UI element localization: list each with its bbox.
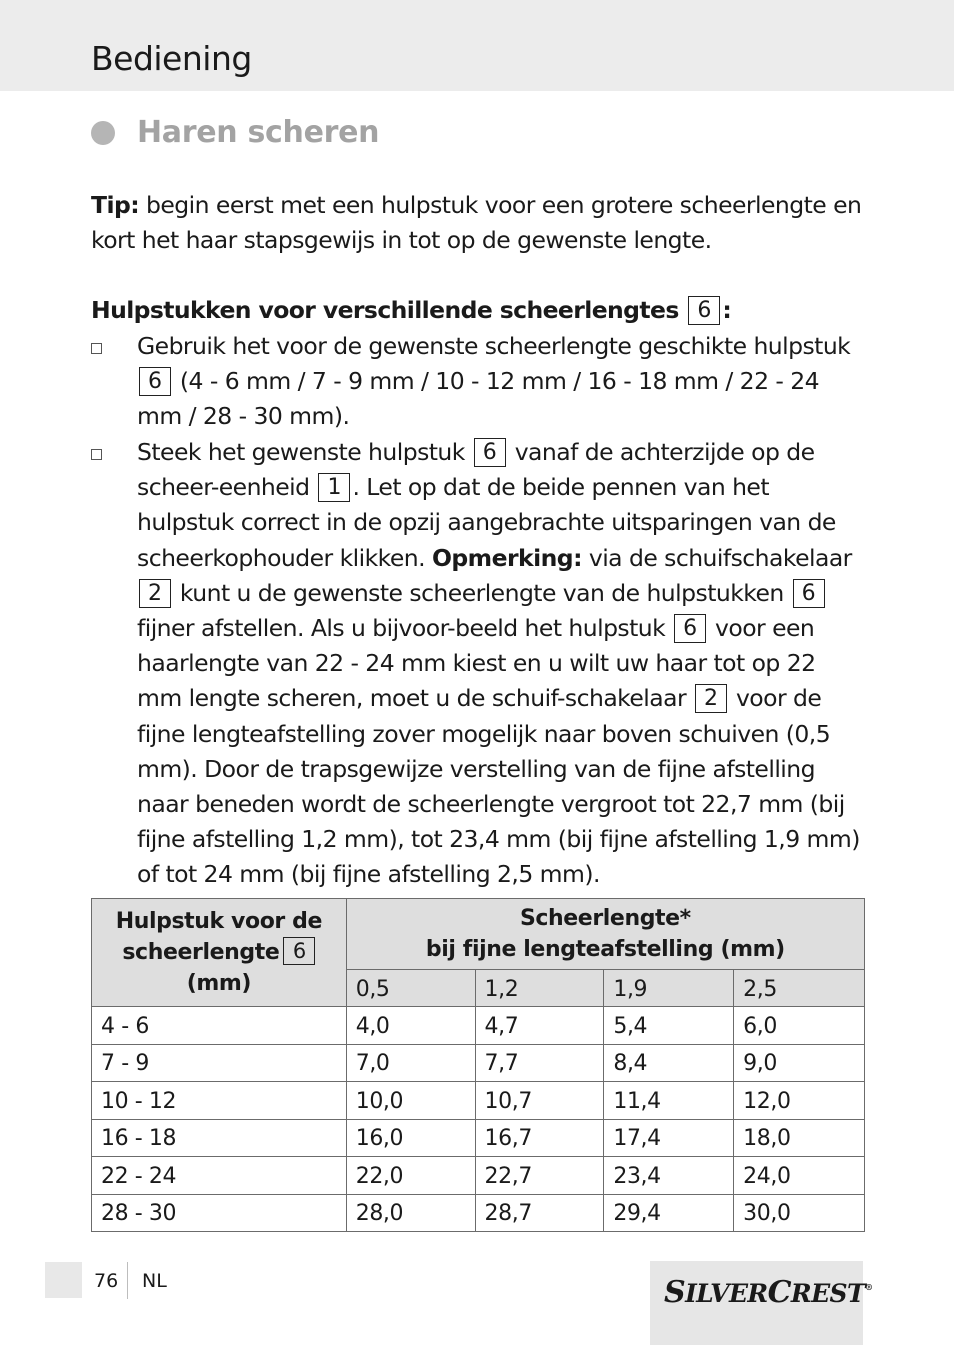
table-cell: 4,7 [475,1007,604,1045]
list-item-text: Steek het gewenste hulpstuk [137,438,465,466]
language-code: NL [142,1270,167,1292]
header-line: bij fijne lengteafstelling (mm) [425,937,785,962]
table-cell: 28 - 30 [92,1194,347,1232]
table-cell: 22,0 [346,1157,475,1195]
table-row [92,1044,865,1082]
page-number: 76 [94,1270,119,1292]
section-bullet-icon [91,121,115,145]
table-cell: 4,0 [346,1007,475,1045]
subheading [91,293,731,328]
table-cell: 9,0 [734,1044,865,1082]
table-cell: 7 - 9 [92,1044,347,1082]
table-cell: 30,0 [734,1194,865,1232]
table-cell: 12,0 [734,1082,865,1120]
table-cell: 6,0 [734,1007,865,1045]
list-item-text: fijner afstellen. Als u bijvoor-beeld het hulpstuk [137,614,666,643]
footer-divider [127,1262,128,1299]
list-item [137,329,865,435]
table-cell: 7,7 [475,1044,604,1082]
list-item-text: kunt u de gewenste scheerlengte van de hulpstukken [179,578,784,607]
list-item-text: voor een haarlengte van 22 - 24 mm kiest en u wilt uw haar tot op 22 mm lengte scheren, moet u de schuif-schakelaar [137,614,816,713]
ref-marker: 6 [674,614,706,643]
subheading-text: Hulpstukken voor verschillende scheerlengtes [91,296,679,324]
table-header-length [346,899,864,970]
table-cell: 18,0 [734,1119,865,1157]
list-item-text: voor de fijne lengteafstelling zover mogelijk naar boven schuiven (0,5 mm). Door de trapsgewijze verstelling van de fijne afstelling naar beneden wordt de scheerlengte vergroot tot 22,7 mm (bij fijne afstelling 1,2 mm), tot 23,4 mm (bij fijne afstelling 1,9 mm) of tot 24 mm (bij fijne afstelling 2,5 mm). [137,684,860,889]
table-cell: 22,7 [475,1157,604,1195]
table-subheader-cell: 2,5 [734,970,865,1007]
ref-marker: 6 [688,296,720,325]
table-cell: 16,0 [346,1119,475,1157]
list-bullet-icon [91,343,102,354]
table-cell: 22 - 24 [92,1157,347,1195]
header-line: (mm) [186,971,252,996]
table-cell: 4 - 6 [92,1007,347,1045]
table-cell: 24,0 [734,1157,865,1195]
list-item-text: Gebruik het voor de gewenste scheerlengte geschikte hulpstuk [137,332,851,360]
header-line: scheerlengte [122,940,280,965]
table-row [92,1007,865,1045]
spec-table [91,898,865,1232]
table-cell: 29,4 [604,1194,734,1232]
silvercrest-logo: SILVERCREST® [664,1275,873,1310]
note-label: Opmerking: [431,543,582,572]
table-cell: 28,0 [346,1194,475,1232]
table-row [92,1082,865,1120]
list-item-text: via de schuifschakelaar [588,543,852,572]
list-item-text: (4 - 6 mm / 7 - 9 mm / 10 - 12 mm / 16 - 18 mm / 22 - 24 mm / 28 - 30 mm). [137,367,820,431]
table-cell: 10,0 [346,1082,475,1120]
ref-marker: 1 [318,473,350,502]
table-subheader-cell: 1,2 [475,970,604,1007]
header-line: Hulpstuk voor de [115,909,322,934]
ref-marker: 6 [139,367,171,396]
ref-marker: 6 [283,937,315,965]
subheading-colon: : [722,296,732,324]
list-item [137,435,865,893]
table-cell: 8,4 [604,1044,734,1082]
table-header-attachment [92,899,347,1007]
list-item-text: vanaf de achterzijde op de scheer-eenheid [137,438,815,502]
table-row [92,1194,865,1232]
tip-paragraph [91,188,871,258]
page-title: Bediening [91,39,252,78]
table-row [92,1119,865,1157]
table-cell: 23,4 [604,1157,734,1195]
table-cell: 16 - 18 [92,1119,347,1157]
table-cell: 11,4 [604,1082,734,1120]
tip-text: begin eerst met een hulpstuk voor een grotere scheerlengte en kort het haar stapsgewijs in tot op de gewenste lengte. [91,191,862,255]
footer-marker-box [45,1262,82,1298]
table-subheader-cell: 0,5 [346,970,475,1007]
ref-marker: 2 [695,684,727,713]
table-cell: 28,7 [475,1194,604,1232]
table-cell: 16,7 [475,1119,604,1157]
tip-label: Tip: [91,191,140,219]
table-row [92,1157,865,1195]
table-cell: 10 - 12 [92,1082,347,1120]
table-cell: 10,7 [475,1082,604,1120]
ref-marker: 2 [139,579,171,608]
ref-marker: 6 [474,438,506,467]
list-item-text: . Let op dat de beide pennen van het hulpstuk correct in de opzij aangebrachte uitsparingen van de scheerkophouder klikken. [137,473,836,572]
table-cell: 7,0 [346,1044,475,1082]
table-subheader-cell: 1,9 [604,970,734,1007]
table-cell: 17,4 [604,1119,734,1157]
table-cell: 5,4 [604,1007,734,1045]
list-bullet-icon [91,449,102,460]
ref-marker: 6 [793,579,825,608]
section-title: Haren scheren [137,115,380,150]
header-line: Scheerlengte* [519,906,691,931]
